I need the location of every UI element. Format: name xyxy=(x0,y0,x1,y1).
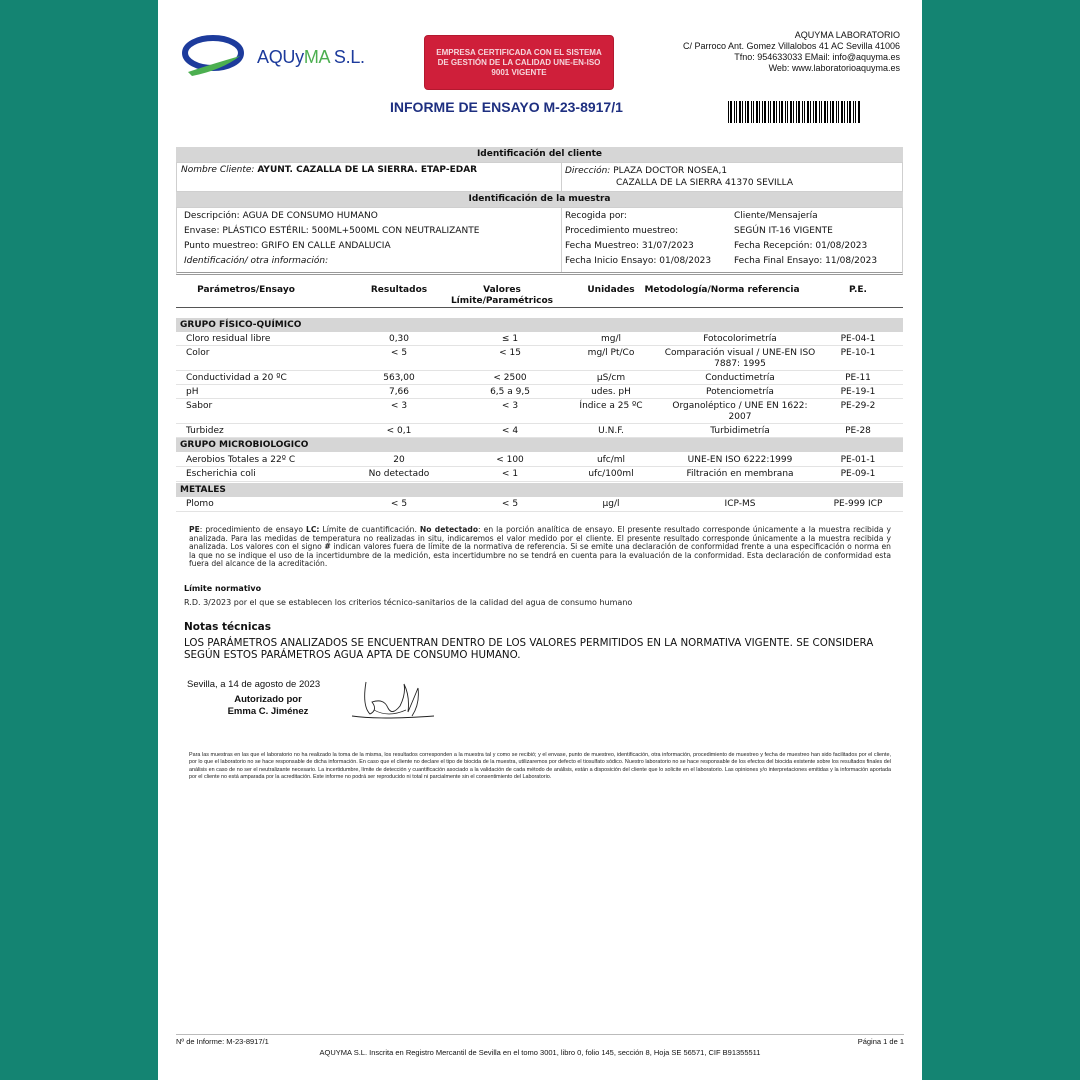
table-row: Escherichia coli No detectado < 1 ufc/100ml Filtración en membrana PE-09-1 xyxy=(176,467,903,482)
table-row: Cloro residual libre 0,30 ≤ 1 mg/l Fotocolorimetría PE-04-1 xyxy=(176,333,903,346)
group-header-microbiologico: GRUPO MICROBIOLOGICO xyxy=(176,438,903,452)
aquyma-logo-icon xyxy=(182,34,244,78)
place-date: Sevilla, a 14 de agosto de 2023 xyxy=(187,679,321,690)
company-logo-text: AQUyMA S.L. xyxy=(257,47,365,67)
col-header-pe: P.E. xyxy=(849,285,867,295)
sample-mid-col: Recogida por: Procedimiento muestreo: Fecha Muestreo: 31/07/2023 Fecha Inicio Ensayo: 01/08/2023 xyxy=(565,211,712,266)
sample-left-col: Descripción: AGUA DE CONSUMO HUMANO Envase: PLÁSTICO ESTÉRIL: 500ML+500ML CON NEUTRALIZANTE Punto muestreo: GRIFO EN CALLE ANDALUCIA Identificación/ otra información: xyxy=(184,211,480,266)
limit-title: Límite normativo xyxy=(184,584,262,593)
sample-box xyxy=(176,207,903,275)
table-row: Sabor < 3 < 3 Índice a 25 ºC Organoléptico / UNE EN 1622: 2007 PE-29-2 xyxy=(176,399,903,424)
certification-badge: EMPRESA CERTIFICADA CON EL SISTEMA DE GESTIÓN DE LA CALIDAD UNE-EN-ISO 9001 VIGENTE xyxy=(424,35,614,90)
lab-line: C/ Parroco Ant. Gomez Villalobos 41 AC Sevilla 41006 xyxy=(683,41,900,51)
disclaimer-text: Para las muestras en las que el laboratorio no ha realizado la toma de la misma, los resultados corresponden a la muestra tal y como se recibió; y el envase, punto de muestreo, identificación, otra información, procedimiento de muestreo y fecha de muestreo han sido facilitados por el cliente, por lo que el laboratorio no se hace responsable de dicha información. En caso que el cliente no declare el tipo de biocida de la muestra, utilizaremos por defecto el tiosulfato sódico. Nuestro laboratorio no se hace responsable de los efectos del biocida existente sobre los resultados finales del análisis en caso de no ser el neutralizante necesario. La incertidumbre, límite de detección y cuantificación asociado a la validación de cada método de análisis, están a disposición del cliente que lo solicite en el laboratorio. Las opiniones y/o interpretaciones emitidas y la información aportada por el cliente no está amparada por la acreditación. Este informe no podrá ser reproducido ni total ni parcialmente sin el consentimiento del Laboratorio. xyxy=(189,752,891,781)
lab-contact-block xyxy=(683,30,900,74)
table-row: Turbidez < 0,1 < 4 U.N.F. Turbidimetría PE-28 xyxy=(176,424,903,438)
technical-notes-title: Notas técnicas xyxy=(184,621,272,633)
col-header-param: Parámetros/Ensayo xyxy=(197,285,295,295)
col-header-limits: Valores Límite/Paramétricos xyxy=(450,285,554,306)
col-header-units: Unidades xyxy=(587,285,635,295)
footer-report-number: Nº de Informe: M-23-8917/1 xyxy=(176,1037,269,1046)
table-row: Aerobios Totales a 22º C 20 < 100 ufc/ml UNE-EN ISO 6222:1999 PE-01-1 xyxy=(176,453,903,467)
authorized-by: Autorizado por Emma C. Jiménez xyxy=(227,694,309,717)
client-section-header: Identificación del cliente xyxy=(176,147,903,162)
table-header-rule xyxy=(176,307,903,308)
legend-paragraph: PE: procedimiento de ensayo LC: Límite de cuantificación. No detectado: en la porción analítica de ensayo. El presente resultado corresponde únicamente a la muestra recibida y analizada. Para las medidas de temperatura no realizadas in situ, indicaremos el valor medido por el cliente. El presente resultado corresponde únicamente a la muestra recibida y analizada. Los valores con el signo # indican valores fuera de límite de la normativa de referencia. Si se emite una declaración de conformidad frente a una especificación o norma en la que no se indique el uso de la incertidumbre de la medición, esta incertidumbre no se tendrá en cuenta para la evaluación de la conformidad. Esta declaración de conformidad esta fuera del alcance de la acreditación. xyxy=(189,525,891,568)
table-row: pH 7,66 6,5 a 9,5 udes. pH Potenciometría PE-19-1 xyxy=(176,385,903,399)
report-title: INFORME DE ENSAYO M-23-8917/1 xyxy=(390,99,623,115)
report-page xyxy=(158,0,922,1080)
lab-line: AQUYMA LABORATORIO xyxy=(794,30,900,40)
technical-notes-text: LOS PARÁMETROS ANALIZADOS SE ENCUENTRAN DENTRO DE LOS VALORES PERMITIDOS EN LA NORMATIVA VIGENTE. SE CONSIDERA SEGÚN ESTOS PARÁMETROS AGUA APTA DE CONSUMO HUMANO. xyxy=(184,637,874,661)
client-address: Dirección: PLAZA DOCTOR NOSEA,1 CAZALLA DE LA SIERRA 41370 SEVILLA xyxy=(565,166,794,188)
sample-section-header: Identificación de la muestra xyxy=(176,192,903,207)
table-row: Plomo < 5 < 5 µg/l ICP-MS PE-999 ICP xyxy=(176,497,903,512)
col-header-method: Metodología/Norma referencia xyxy=(644,285,800,295)
client-name: AYUNT. CAZALLA DE LA SIERRA. ETAP-EDAR xyxy=(257,165,478,175)
barcode-icon xyxy=(728,101,861,123)
sample-right-col: Cliente/Mensajería SEGÚN IT-16 VIGENTE Fecha Recepción: 01/08/2023 Fecha Final Ensayo: 11/08/2023 xyxy=(734,211,878,266)
group-header-fisico-quimico: GRUPO FÍSICO-QUÍMICO xyxy=(176,318,903,332)
signature-icon xyxy=(348,676,438,724)
group-header-metales: METALES xyxy=(176,483,903,497)
footer-page-number: Página 1 de 1 xyxy=(857,1037,904,1046)
table-row: Color < 5 < 15 mg/l Pt/Co Comparación visual / UNE-EN ISO 7887: 1995 PE-10-1 xyxy=(176,346,903,371)
client-name-row: Nombre Cliente: AYUNT. CAZALLA DE LA SIERRA. ETAP-EDAR xyxy=(181,165,478,175)
col-header-result: Resultados xyxy=(370,285,428,295)
table-row: Conductividad a 20 ºC 563,00 < 2500 µS/cm Conductimetría PE-11 xyxy=(176,371,903,385)
client-box xyxy=(176,162,903,192)
lab-line: Tfno: 954633033 EMail: info@aquyma.es xyxy=(734,52,900,62)
footer-registry: AQUYMA S.L. Inscrita en Registro Mercantil de Sevilla en el tomo 3001, libro 0, folio 145, sección 8, Hoja SE 56571, CIF B91355511 xyxy=(319,1048,761,1057)
limit-text: R.D. 3/2023 por el que se establecen los criterios técnico-sanitarios de la calidad del agua de consumo humano xyxy=(184,598,633,607)
lab-line: Web: www.laboratorioaquyma.es xyxy=(768,63,900,73)
footer-rule xyxy=(176,1034,904,1035)
